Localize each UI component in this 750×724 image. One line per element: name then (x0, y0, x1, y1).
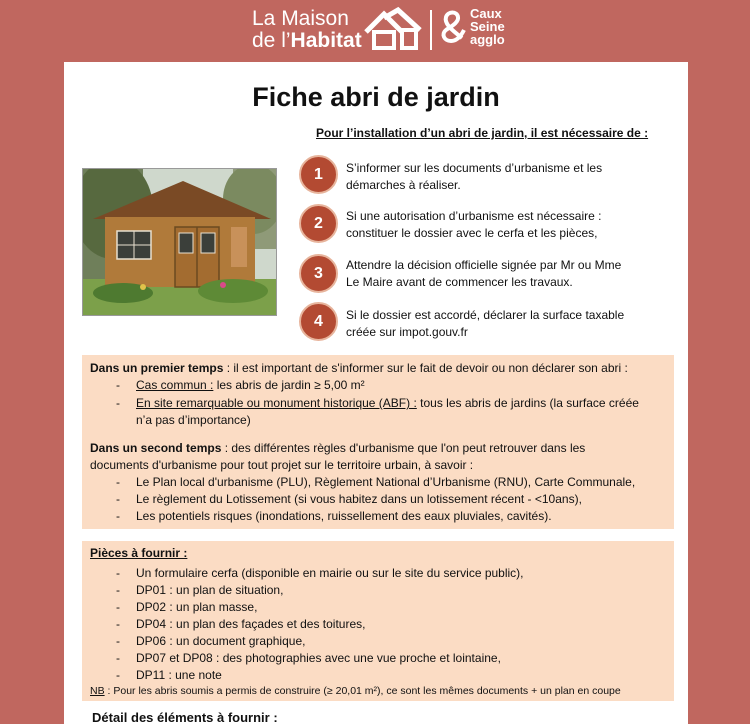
rule-item: Le règlement du Lotissement (si vous habitez dans un lotissement récent - <10ans), (136, 492, 582, 506)
dash-icon: - (116, 475, 120, 489)
nb-text: : Pour les abris soumis a permis de construire (≥ 20,01 m²), ce sont les mêmes documents + un plan en coupe (104, 685, 621, 697)
step-4-line2: créée sur impot.gouv.fr (346, 325, 468, 339)
first-step-label: Dans un premier temps (90, 361, 224, 375)
caux-seine-agglo-logo (470, 7, 505, 46)
abf-text: tous les abris de jardins (la surface créée (416, 396, 639, 410)
rule-item: Les potentiels risques (inondations, ruissellement des eaux pluviales, cavités). (136, 509, 552, 523)
abf-label: En site remarquable ou monument historique (ABF) : (136, 396, 417, 410)
case-common-item (136, 378, 365, 392)
step-4-text (346, 307, 656, 341)
step-3-text (346, 257, 666, 291)
logo-divider (430, 10, 432, 50)
document-item: DP02 : un plan masse, (136, 600, 258, 614)
agglo-line2: Seine (470, 19, 505, 34)
document-item: DP07 et DP08 : des photographies avec une vue proche et lointaine, (136, 651, 501, 665)
step-3-line2: Le Maire avant de commencer les travaux. (346, 275, 573, 289)
dash-icon: - (116, 509, 120, 523)
step-4-badge: 4 (299, 302, 338, 341)
brand-line2 (252, 30, 362, 52)
detail-heading: Détail des éléments à fournir : (92, 710, 278, 724)
ampersand-icon (438, 8, 468, 44)
dash-icon: - (116, 378, 120, 392)
step-1-badge: 1 (299, 155, 338, 194)
step-3-line1: Attendre la décision officielle signée par Mr ou Mme (346, 258, 622, 272)
house-icon (362, 6, 426, 50)
dash-icon: - (116, 396, 120, 410)
second-step-text: : des différentes règles d'urbanisme que l'on peut retrouver dans les (221, 441, 586, 455)
step-3-badge: 3 (299, 254, 338, 293)
step-2-line2: constituer le dossier avec le cerfa et les pièces, (346, 226, 598, 240)
first-step-text: : il est important de s'informer sur le fait de devoir ou non déclarer son abri : (223, 361, 628, 375)
agglo-line1: Caux (470, 6, 502, 21)
garden-shed-photo (82, 168, 277, 316)
dash-icon: - (116, 617, 120, 631)
second-step-paragraph (90, 441, 585, 455)
abf-text-cont: n’a pas d’importance) (136, 413, 251, 427)
case-common-label: Cas commun : (136, 378, 214, 392)
rule-item: Le Plan local d'urbanisme (PLU), Règlement National d’Urbanisme (RNU), Carte Communale, (136, 475, 636, 489)
case-common-text: les abris de jardin ≥ 5,00 m² (213, 378, 365, 392)
brand-line2-prefix: de l’ (252, 29, 291, 52)
step-2-badge: 2 (299, 204, 338, 243)
documents-heading: Pièces à fournir : (90, 546, 188, 560)
header-banner (0, 0, 750, 62)
second-step-text-cont: documents d'urbanisme pour tout projet sur le territoire urbain, à savoir : (90, 458, 474, 472)
dash-icon: - (116, 492, 120, 506)
step-1-line2: démarches à réaliser. (346, 178, 461, 192)
dash-icon: - (116, 583, 120, 597)
nb-note (90, 685, 621, 697)
dash-icon: - (116, 600, 120, 614)
maison-habitat-logo (252, 8, 362, 52)
step-2-line1: Si une autorisation d’urbanisme est nécessaire : (346, 209, 602, 223)
first-step-paragraph (90, 361, 628, 375)
step-2-text (346, 208, 646, 242)
dash-icon: - (116, 668, 120, 682)
step-1-line1: S’informer sur les documents d’urbanisme et les (346, 161, 603, 175)
step-1-text (346, 160, 646, 194)
document-item: DP04 : un plan des façades et des toitures, (136, 617, 366, 631)
abf-item (136, 396, 639, 410)
page-subtitle: Pour l’installation d’un abri de jardin, il est nécessaire de : (316, 126, 649, 140)
dash-icon: - (116, 566, 120, 580)
nb-label: NB (90, 685, 105, 697)
document-item: DP06 : un document graphique, (136, 634, 306, 648)
document-item: DP01 : un plan de situation, (136, 583, 284, 597)
dash-icon: - (116, 634, 120, 648)
brand-line1: La Maison (252, 7, 349, 30)
agglo-line3: agglo (470, 32, 505, 47)
step-4-line1: Si le dossier est accordé, déclarer la surface taxable (346, 308, 625, 322)
second-step-label: Dans un second temps (90, 441, 222, 455)
document-item: Un formulaire cerfa (disponible en mairie ou sur le site du service public), (136, 566, 524, 580)
document-item: DP11 : une note (136, 668, 222, 682)
brand-line2-bold: Habitat (290, 29, 362, 52)
page-title: Fiche abri de jardin (252, 82, 500, 112)
dash-icon: - (116, 651, 120, 665)
